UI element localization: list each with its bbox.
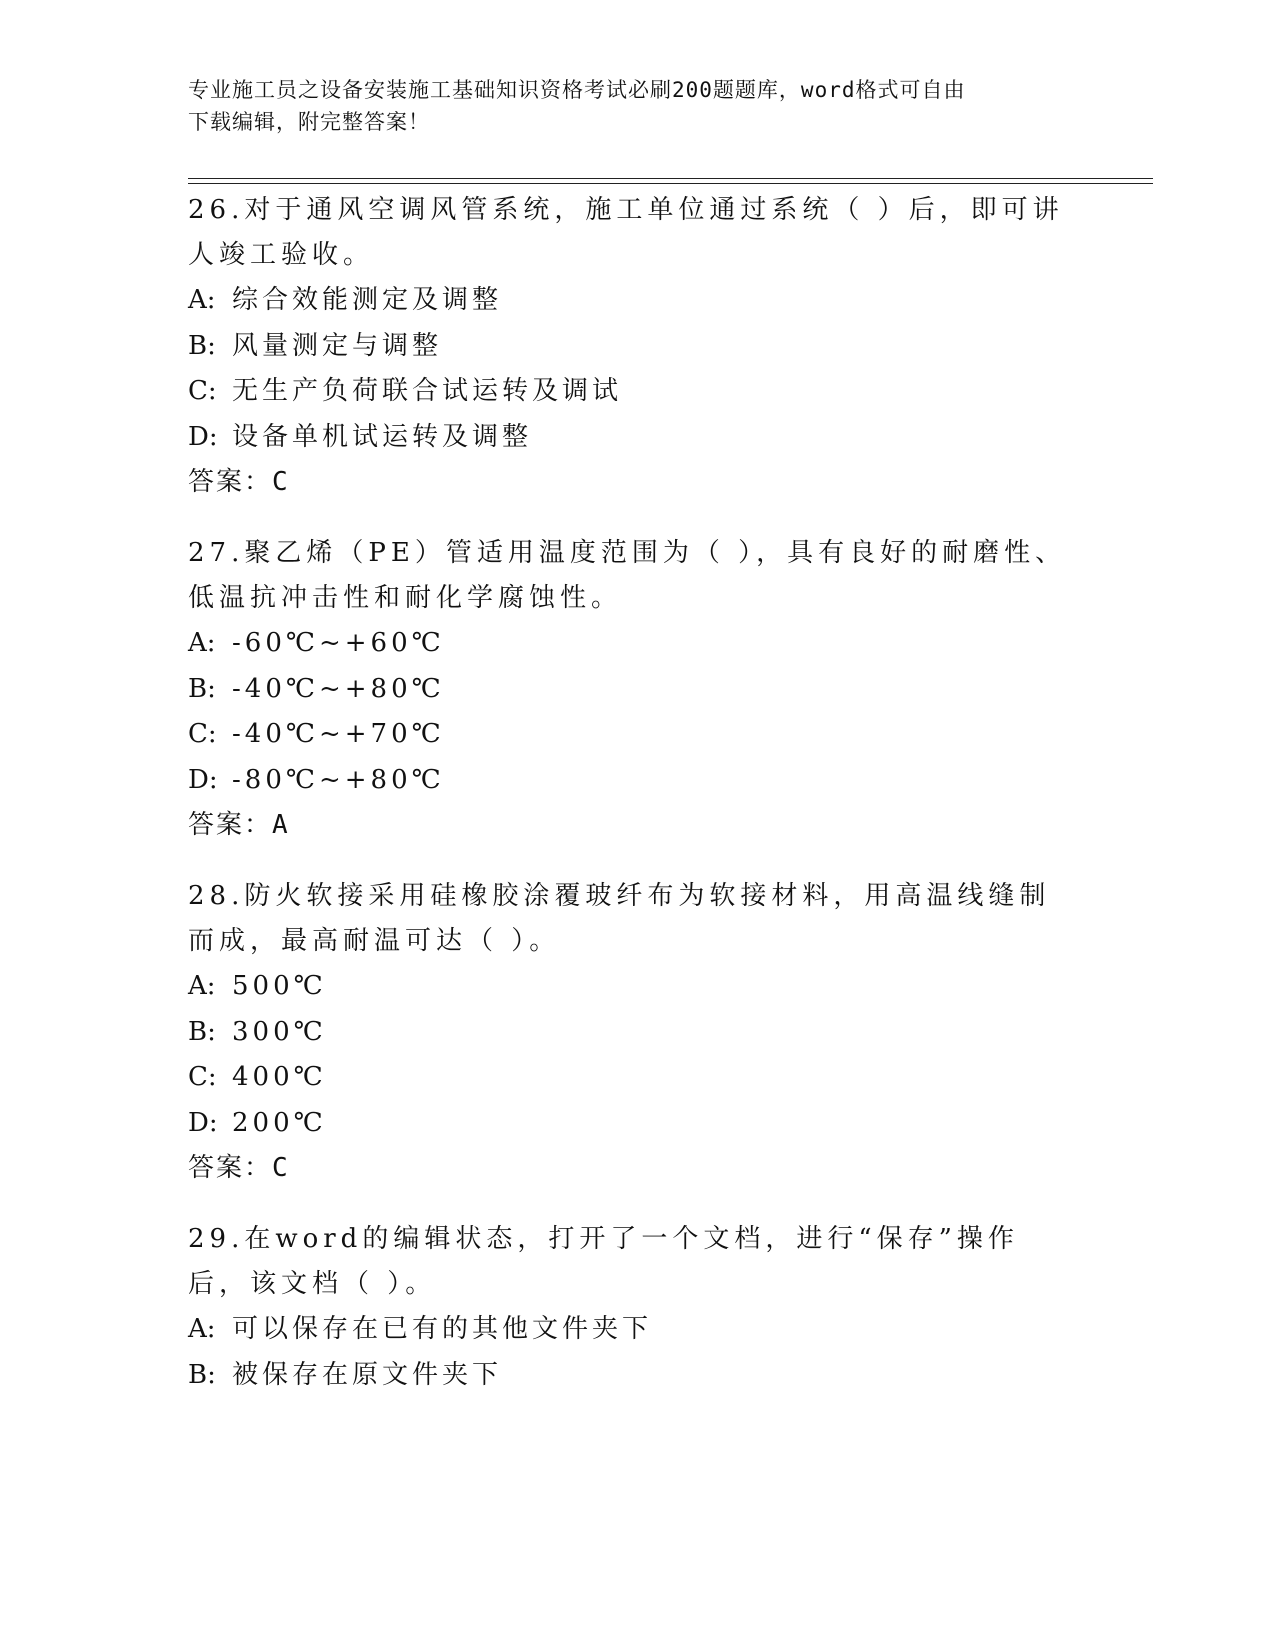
option-key: D: — [188, 1107, 218, 1138]
option-b — [188, 1010, 1068, 1056]
question-27 — [188, 531, 1068, 848]
option-key: D: — [188, 764, 218, 795]
answer-line: 答案：C — [188, 1153, 290, 1183]
option-key: C: — [188, 719, 217, 749]
option-text: 400℃ — [232, 1062, 327, 1092]
option-d — [188, 758, 1068, 804]
option-key: A: — [188, 628, 216, 658]
option-key: B: — [188, 1016, 216, 1047]
question-29 — [188, 1217, 1068, 1398]
question-28 — [188, 874, 1068, 1191]
option-text: -40℃~+80℃ — [232, 673, 445, 704]
option-b — [188, 324, 1068, 370]
option-text: 可以保存在已有的其他文件夹下 — [232, 1314, 653, 1344]
option-c — [188, 369, 1068, 415]
document-header — [188, 74, 1068, 138]
option-a — [188, 964, 1068, 1010]
option-key: C: — [188, 376, 217, 406]
header-line-2: 下载编辑，附完整答案！ — [188, 110, 430, 134]
option-key: C: — [188, 1062, 217, 1092]
question-text: 26.对于通风空调风管系统，施工单位通过系统（ ）后，即可讲人竣工验收。 — [188, 195, 1064, 270]
option-c — [188, 712, 1068, 758]
option-a — [188, 1307, 1068, 1353]
option-text: 300℃ — [232, 1016, 327, 1047]
question-text: 29.在word的编辑状态，打开了一个文档，进行“保存”操作后，该文档（ ）。 — [188, 1224, 1019, 1299]
option-key: A: — [188, 1314, 216, 1344]
option-text: 无生产负荷联合试运转及调试 — [232, 376, 623, 406]
option-text: 设备单机试运转及调整 — [232, 421, 533, 452]
option-key: B: — [188, 673, 216, 704]
option-key: D: — [188, 421, 218, 452]
header-divider-bottom — [188, 183, 1153, 184]
option-d — [188, 415, 1068, 461]
option-b — [188, 1353, 1068, 1399]
question-text: 28.防火软接采用硅橡胶涂覆玻纤布为软接材料，用高温线缝制而成，最高耐温可达（ ）。 — [188, 881, 1051, 956]
header-line-1: 专业施工员之设备安装施工基础知识资格考试必刷200题题库，word格式可自由 — [188, 78, 966, 102]
answer-line: 答案：C — [188, 467, 290, 497]
option-text: 综合效能测定及调整 — [232, 285, 503, 315]
option-text: -40℃~+70℃ — [232, 719, 445, 749]
header-divider-top — [188, 178, 1153, 179]
question-list — [188, 188, 1068, 1424]
option-text: 200℃ — [232, 1107, 327, 1138]
option-key: B: — [188, 1359, 216, 1390]
option-b — [188, 667, 1068, 713]
option-text: -80℃~+80℃ — [232, 764, 445, 795]
option-text: 风量测定与调整 — [232, 330, 443, 361]
option-text: -60℃~+60℃ — [232, 628, 445, 658]
question-26 — [188, 188, 1068, 505]
option-a — [188, 621, 1068, 667]
option-key: A: — [188, 285, 216, 315]
option-key: B: — [188, 330, 216, 361]
option-text: 被保存在原文件夹下 — [232, 1359, 503, 1390]
option-key: A: — [188, 971, 216, 1001]
question-text: 27.聚乙烯（PE）管适用温度范围为（ ），具有良好的耐磨性、低温抗冲击性和耐化学腐蚀性。 — [188, 538, 1067, 613]
option-c — [188, 1055, 1068, 1101]
option-a — [188, 278, 1068, 324]
option-d — [188, 1101, 1068, 1147]
answer-line: 答案：A — [188, 810, 290, 840]
option-text: 500℃ — [232, 971, 327, 1001]
